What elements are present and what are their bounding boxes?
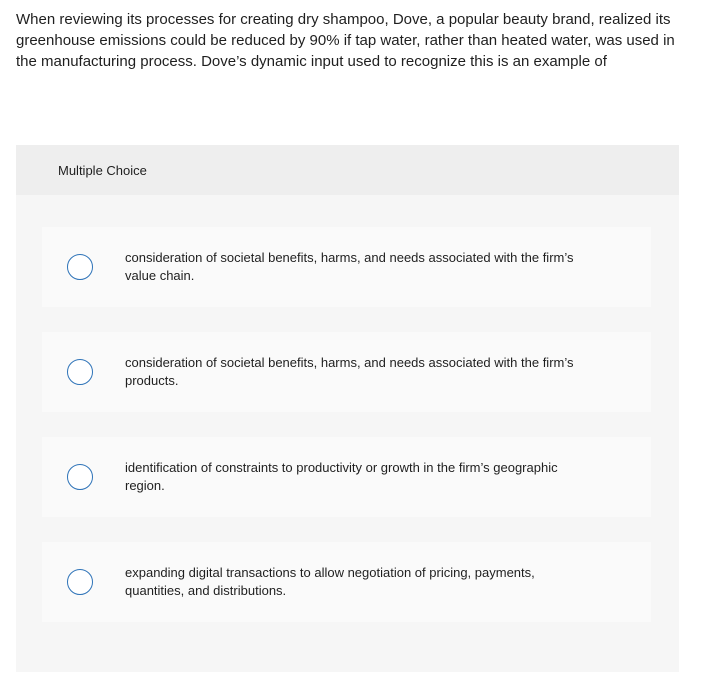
answer-option-label: identification of constraints to productivity or growth in the firm’s geographic region. [125, 460, 558, 493]
answer-option-label: consideration of societal benefits, harms, and needs associated with the firm’s value chain. [125, 250, 574, 283]
answer-option-label: expanding digital transactions to allow negotiation of pricing, payments, quantities, and distributions. [125, 565, 535, 598]
radio-unselected-icon[interactable] [67, 569, 93, 595]
multiple-choice-panel [16, 145, 679, 672]
question-text: When reviewing its processes for creating dry shampoo, Dove, a popular beauty brand, realized its greenhouse emissions could be reduced by 90% if tap water, rather than heated water, was used in the manufacturing process. Dove’s dynamic input used to recognize this is an example of [16, 11, 675, 70]
answer-options [42, 227, 651, 647]
answer-option-1[interactable] [42, 227, 651, 307]
answer-option-label: consideration of societal benefits, harms, and needs associated with the firm’s products. [125, 355, 574, 388]
answer-option-3[interactable] [42, 437, 651, 517]
answer-option-2[interactable] [42, 332, 651, 412]
radio-unselected-icon[interactable] [67, 359, 93, 385]
radio-unselected-icon[interactable] [67, 254, 93, 280]
multiple-choice-header: Multiple Choice [16, 145, 679, 195]
answer-option-4[interactable] [42, 542, 651, 622]
radio-unselected-icon[interactable] [67, 464, 93, 490]
